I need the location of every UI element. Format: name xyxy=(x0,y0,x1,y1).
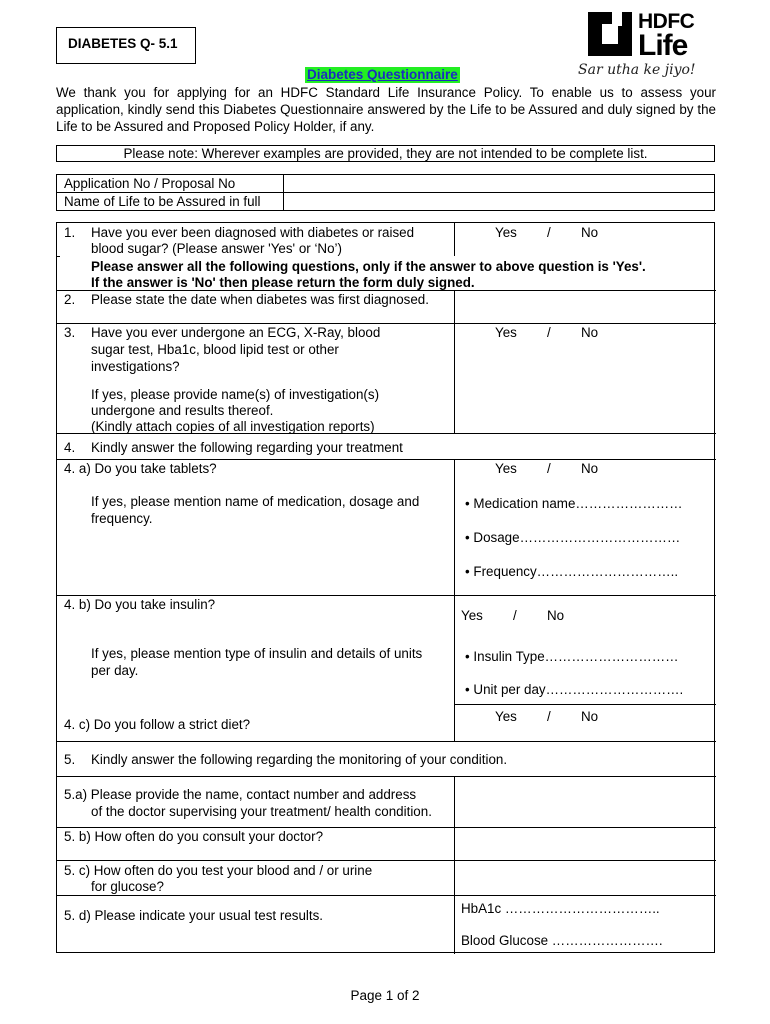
q1-number: 1. xyxy=(64,225,76,240)
q3-line2: sugar test, Hba1c, blood lipid test or other xyxy=(91,342,339,357)
q4b-yes-option[interactable]: Yes xyxy=(461,608,483,623)
q3-number: 3. xyxy=(64,325,76,340)
q3-slash: / xyxy=(547,325,551,340)
q5c-line2: for glucose? xyxy=(91,879,164,894)
logo-brand: HDFC xyxy=(638,10,695,33)
form-code: DIABETES Q- 5.1 xyxy=(68,36,178,51)
q3-no-option[interactable]: No xyxy=(581,325,599,340)
q5-text: Kindly answer the following regarding the monitoring of your condition. xyxy=(91,752,508,767)
q1-no-option[interactable]: No xyxy=(581,225,599,240)
q3-line5: undergone and results thereof. xyxy=(91,403,274,418)
q5b-text: 5. b) How often do you consult your doctor? xyxy=(64,829,324,844)
q4c-slash: / xyxy=(547,709,551,724)
hdfc-life-logo xyxy=(578,10,718,82)
life-assured-name-label: Name of Life to be Assured in full xyxy=(57,193,284,211)
logo-tagline: Sar utha ke jiyo! xyxy=(578,62,696,78)
dosage-field[interactable]: • Dosage……………………………… xyxy=(465,530,681,545)
blood-glucose-field[interactable]: Blood Glucose ……………………. xyxy=(461,933,663,948)
q4a-text: 4. a) Do you take tablets? xyxy=(64,461,217,476)
table-row xyxy=(57,193,715,211)
q4a-no-option[interactable]: No xyxy=(581,461,599,476)
q5-number: 5. xyxy=(64,752,76,767)
page-title: Diabetes Questionnaire xyxy=(307,67,458,82)
application-no-field[interactable] xyxy=(284,175,715,193)
q4c-no-option[interactable]: No xyxy=(581,709,599,724)
intro-paragraph: We thank you for applying for an HDFC Standard Life Insurance Policy. To enable us to assess your application, kindly send this Diabetes Questionnaire answered by the Life to be Assured and duly signed by the Life to be Assured and Proposed Policy Holder, if any. xyxy=(56,85,716,134)
q1-slash: / xyxy=(547,225,551,240)
life-assured-name-field[interactable] xyxy=(284,193,715,211)
q1-yes-option[interactable]: Yes xyxy=(495,225,517,240)
instruction-line2: If the answer is 'No' then please return the form duly signed. xyxy=(91,275,475,290)
q4c-yes-option[interactable]: Yes xyxy=(495,709,517,724)
q5a-line2: of the doctor supervising your treatment/ health condition. xyxy=(91,804,432,819)
q4-number: 4. xyxy=(64,440,76,455)
insulin-type-field[interactable]: • Insulin Type………………………… xyxy=(465,649,679,664)
form-code-box xyxy=(56,27,196,64)
q4b-detail-line1: If yes, please mention type of insulin and details of units xyxy=(91,646,423,661)
q4b-detail-line2: per day. xyxy=(91,663,139,678)
q5c-line1: 5. c) How often do you test your blood and / or urine xyxy=(64,863,373,878)
q5d-text: 5. d) Please indicate your usual test results. xyxy=(64,908,324,923)
q4a-slash: / xyxy=(547,461,551,476)
q4c-text: 4. c) Do you follow a strict diet? xyxy=(64,717,251,732)
hba1c-field[interactable]: HbA1c …………………………….. xyxy=(461,901,660,916)
questionnaire-table xyxy=(56,222,715,953)
q2-number: 2. xyxy=(64,292,76,307)
q4-text: Kindly answer the following regarding your treatment xyxy=(91,440,403,455)
frequency-field[interactable]: • Frequency………………………….. xyxy=(465,564,679,579)
page-number: Page 1 of 2 xyxy=(350,988,420,1003)
unit-per-day-field[interactable]: • Unit per day…………………………. xyxy=(465,682,684,697)
q4b-text: 4. b) Do you take insulin? xyxy=(64,597,216,612)
q4a-yes-option[interactable]: Yes xyxy=(495,461,517,476)
q3-line1: Have you ever undergone an ECG, X-Ray, blood xyxy=(91,325,381,340)
q3-line6: (Kindly attach copies of all investigation reports) xyxy=(91,419,375,434)
q5a-line1: 5.a) Please provide the name, contact number and address xyxy=(64,787,417,802)
q3-line4: If yes, please provide name(s) of investigation(s) xyxy=(91,387,380,402)
medication-name-field[interactable]: • Medication name…………………… xyxy=(465,496,683,511)
application-no-label: Application No / Proposal No xyxy=(57,175,284,193)
note-text: Please note: Wherever examples are provided, they are not intended to be complete list. xyxy=(123,146,648,161)
q4a-detail-line1: If yes, please mention name of medication, dosage and xyxy=(91,494,420,509)
application-table xyxy=(56,174,715,211)
q4b-no-option[interactable]: No xyxy=(547,608,565,623)
note-box xyxy=(56,145,715,162)
q1-text-line1: Have you ever been diagnosed with diabetes or raised xyxy=(91,225,415,240)
logo-product: Life xyxy=(638,29,688,62)
q2-text: Please state the date when diabetes was first diagnosed. xyxy=(91,292,429,307)
logo-mark-icon xyxy=(588,12,632,56)
q4b-slash: / xyxy=(513,608,517,623)
q3-yes-option[interactable]: Yes xyxy=(495,325,517,340)
instruction-line1: Please answer all the following questions, only if the answer to above question is 'Yes'. xyxy=(91,259,646,274)
q3-line3: investigations? xyxy=(91,359,180,374)
q4a-detail-line2: frequency. xyxy=(91,511,153,526)
table-row xyxy=(57,175,715,193)
q1-text-line2: blood sugar? (Please answer 'Yes' or ‘No’) xyxy=(91,241,342,256)
